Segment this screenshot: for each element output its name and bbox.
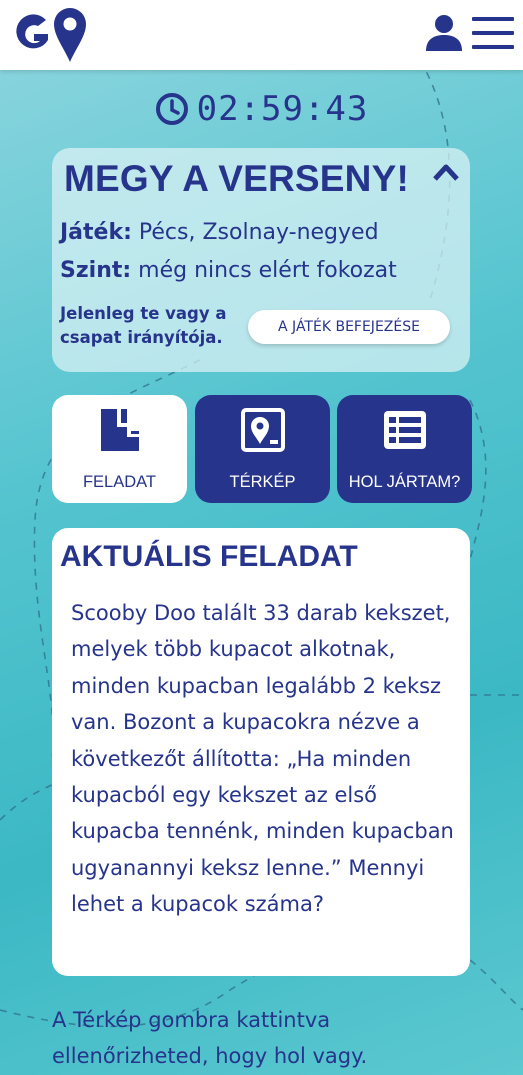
task-document-icon <box>97 407 143 453</box>
status-title: MEGY A VERSENY! <box>64 158 409 199</box>
task-button[interactable] <box>52 395 187 503</box>
go-logo[interactable] <box>10 6 92 64</box>
level-value: még nincs elért fokozat <box>138 258 397 283</box>
top-bar <box>0 0 523 70</box>
race-status-card <box>52 148 470 372</box>
user-icon[interactable] <box>424 14 464 52</box>
level-info <box>60 258 397 283</box>
game-info <box>60 220 379 245</box>
hamburger-menu-icon[interactable] <box>472 16 514 50</box>
list-icon <box>382 407 428 453</box>
current-task-card <box>52 528 470 976</box>
game-label: Játék: <box>60 220 132 245</box>
map-hint-text: A Térkép gombra kattintva ellenőrizheted, hogy hol vagy. <box>52 1008 368 1068</box>
map-button[interactable] <box>195 395 330 503</box>
clock-icon <box>155 92 189 126</box>
timer-value: 02:59:43 <box>196 89 369 129</box>
task-button-label: FELADAT <box>82 473 157 491</box>
countdown-timer <box>0 86 523 132</box>
history-button-label: HOL JÁRTAM? <box>348 473 461 491</box>
chevron-up-icon[interactable] <box>432 162 460 182</box>
map-button-label: TÉRKÉP <box>229 473 296 491</box>
task-text: Scooby Doo talált 33 darab kekszet, melyek több kupacot alkotnak, minden kupacban legalább 2 keksz van. Bozont a kupacokra nézve a következőt állította: „Ha minden kupacból egy kekszet az első kupacba tennénk, minden kupacban ugyanannyi keksz lenne.” Mennyi lehet a kupacok száma? <box>71 601 454 917</box>
navigator-note: Jelenleg te vagy a csapat irányítója. <box>60 304 227 347</box>
level-label: Szint: <box>60 258 132 283</box>
end-game-button[interactable]: A JÁTÉK BEFEJEZÉSE <box>248 310 450 344</box>
game-value: Pécs, Zsolnay-negyed <box>138 220 379 245</box>
history-button[interactable] <box>337 395 472 503</box>
task-title: AKTUÁLIS FELADAT <box>60 540 358 573</box>
map-pin-icon <box>240 407 286 453</box>
